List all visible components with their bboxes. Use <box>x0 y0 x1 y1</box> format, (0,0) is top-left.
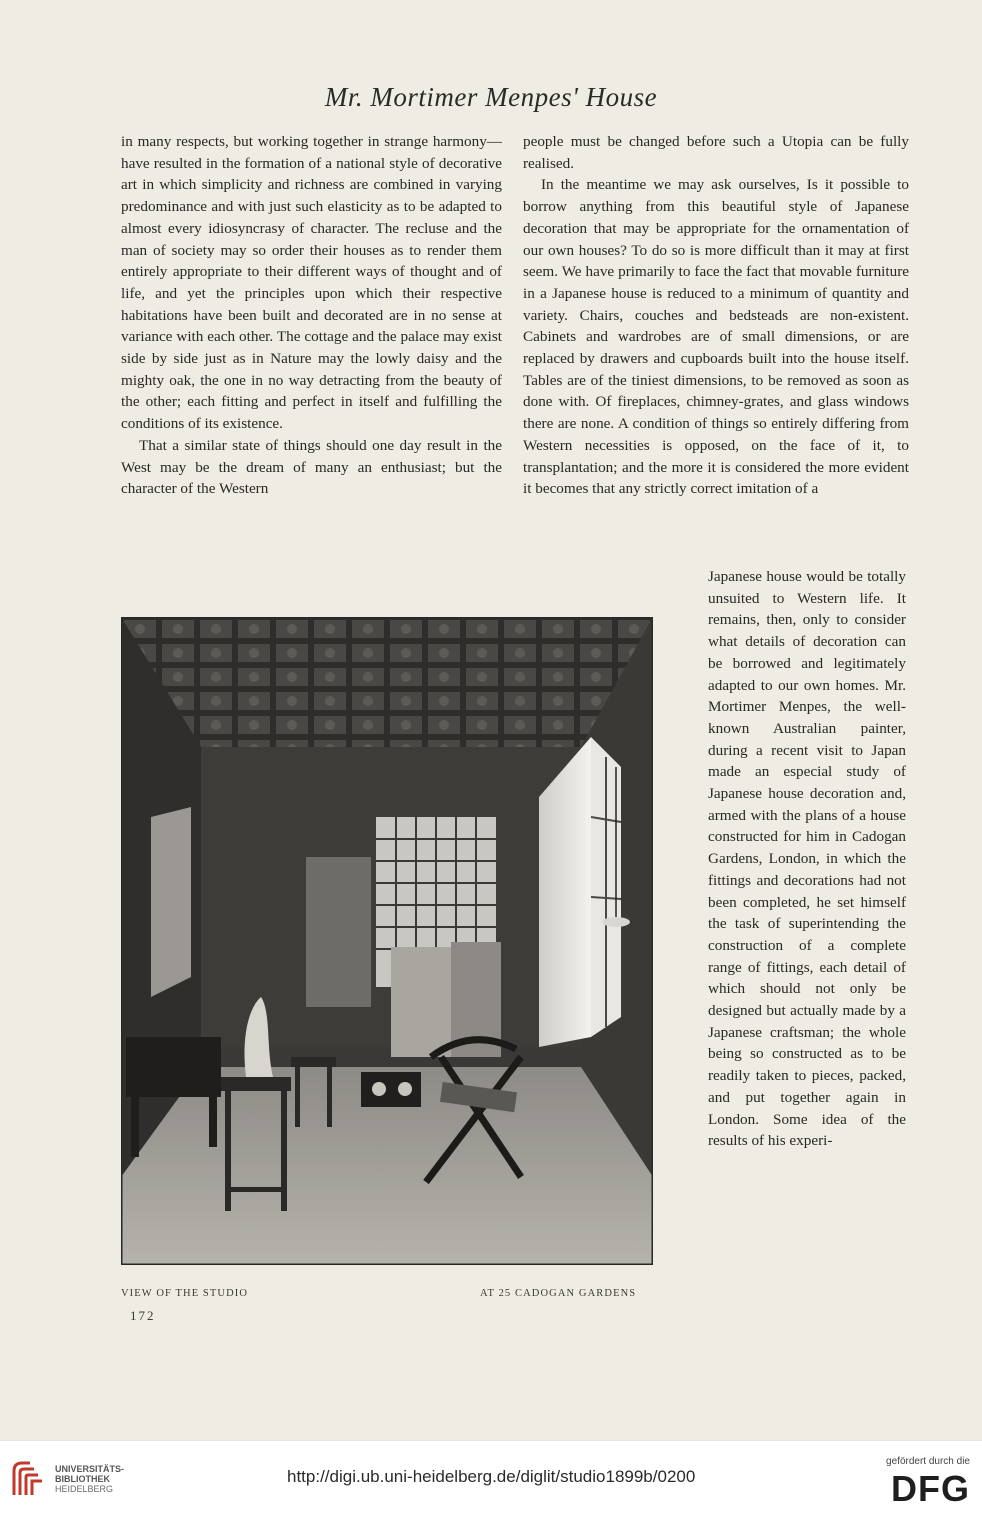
permalink-url[interactable]: http://digi.ub.uni-heidelberg.de/diglit/studio1899b/0200 <box>287 1467 696 1486</box>
page-title: Mr. Mortimer Menpes' House <box>324 82 658 112</box>
funding-note: gefördert durch die <box>886 1456 970 1467</box>
figure-caption-left: VIEW OF THE STUDIO <box>121 1288 249 1299</box>
digitization-footer <box>0 1440 982 1519</box>
institution-line: UNIVERSITÄTS- <box>55 1464 125 1474</box>
figure-caption-right: AT 25 CADOGAN GARDENS <box>480 1288 637 1299</box>
right-column-top <box>523 131 909 500</box>
studio-photograph <box>121 617 653 1265</box>
left-column <box>121 131 502 500</box>
right-column-narrow <box>708 566 906 1152</box>
paragraph: people must be changed before such a Utopia can be fully realised. <box>523 133 909 172</box>
paragraph: Japanese house would be totally unsuited to Western life. It remains, then, only to consider what details of decoration can be borrowed and legitimately adapted to our own homes. Mr. Mortimer Menpes, the well-known Australian painter, during a recent visit to Japan made an especial study of Japanese house decoration and, armed with the plans of a house constructed for him in Cadogan Gardens, London, in which the fittings and decorations had not been completed, he set himself the task of superintending the construction of a complete range of fittings, each detail of which should not only be designed but actually made by a Japanese craftsman; the whole being so constructed as to be readily taken to pieces, packed, and put together again in London. Some idea of the results of his experi- <box>708 568 906 1150</box>
university-library-name <box>55 1464 124 1494</box>
paragraph: That a similar state of things should one day result in the West may be the dream of many an enthusiast; but the character of the Western <box>121 436 502 498</box>
page-number: 172 <box>130 1308 156 1323</box>
institution-line: HEIDELBERG <box>55 1484 114 1494</box>
dfg-logo: DFG <box>891 1468 970 1509</box>
paragraph: In the meantime we may ask ourselves, Is it possible to borrow anything from this beautiful style of Japanese decoration that may be appropriate for the ornamentation of our own houses? To do so is more difficult than it may at first seem. We have primarily to face the fact that movable furniture in a Japanese house is reduced to a minimum of quantity and variety. Chairs, couches and bedsteads are non-existent. Cabinets and wardrobes are of small dimensions, or are replaced by drawers and cupboards built into the house itself. Tables are of the tiniest dimensions, to be removed as soon as done with. Of fireplaces, chimney-grates, and glass windows there are none. A condition of things so entirely differing from Western necessities is opposed, on the face of it, to transplantation; and the more it is considered the more evident it becomes that any strictly correct imitation of a <box>523 176 909 498</box>
studio-interior-illustration <box>121 617 653 1265</box>
university-library-logo-icon <box>8 1457 52 1501</box>
paragraph: in many respects, but working together in strange harmony—have resulted in the formation of a national style of decorative art in which simplicity and richness are combined in varying predominance and with just such elasticity as to be adapted to almost every idiosyncrasy of character. The recluse and the man of society may so order their houses as to render them entirely appropriate to their different ways of thought and of life, and yet the principles upon which their respective habitations have been built and decorated are in no sense at variance with each other. The cottage and the palace may exist side by side just as in Nature may the lowly daisy and the mighty oak, the one in no way detracting from the beauty of the other; each fitting and perfect in itself and fulfilling the conditions of its existence. <box>121 133 502 433</box>
institution-line: BIBLIOTHEK <box>55 1474 110 1484</box>
